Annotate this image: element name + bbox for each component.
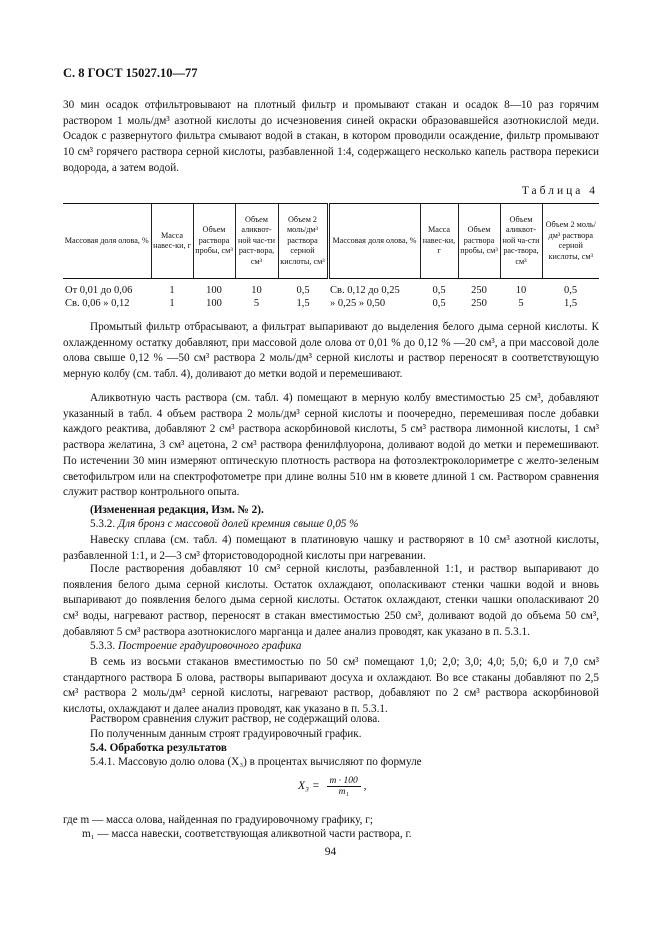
paragraph-2: Промытый фильтр отбрасывают, а фильтрат выпаривают до выделения белого дыма серной кислоты. К охлажденному остатку добавляют, при массовой доле олова от 0,01 % до 0,12 % —20 см³, а при массовой доле олова свыше 0,12 % —50 см³ раствора 2 моль/дм³ серной кислоты и раствор переносят в соответствующую мерную колбу (см. табл. 4), доливают до метки водой и перемешивают. bbox=[63, 321, 599, 381]
section-5-3-2 bbox=[90, 518, 359, 530]
amendment-note bbox=[90, 504, 264, 516]
table-cell: 5 bbox=[518, 298, 524, 309]
paragraph-9: В семь из восьми стаканов вместимостью по 50 см³ помещают 1,0; 2,0; 3,0; 4,0; 5,0; 6,0 и 7,0 см³ стандартного раствора Б олова, растворы выпаривают досуха и охлаждают. Во все стаканы добавляют по 2,5 см³ раствора 2 моль/дм³ серной кислоты, нагревают раствор, добавляют по 2 см³ раствора аскорбиновой кислоты, охлаждают и далее анализ проводят, как указано в п. 5.3.1. bbox=[63, 656, 599, 716]
formula-lhs: X₃ = bbox=[298, 780, 320, 793]
table-cell: » 0,25 » 0,50 bbox=[330, 298, 386, 309]
table-cell: 1,5 bbox=[296, 298, 310, 309]
table-cell: 100 bbox=[206, 298, 222, 309]
table-cell: 10 bbox=[515, 285, 527, 296]
table-caption: Таблица 4 bbox=[521, 185, 598, 197]
section-number: 5.3.2. bbox=[90, 518, 116, 530]
formula-x3 bbox=[298, 776, 367, 797]
formula-fraction bbox=[327, 776, 361, 797]
section-5-4-title: 5.4. Обработка результатов bbox=[90, 742, 227, 754]
table-header-row bbox=[63, 204, 599, 279]
paragraph-13: 5.4.1. Массовую долю олова (X₃) в процентах вычисляют по формуле bbox=[90, 756, 422, 768]
page-number: 94 bbox=[324, 846, 337, 858]
section-5-3-3 bbox=[90, 640, 301, 652]
paragraph-7: После растворения добавляют 10 см³ серной кислоты, разбавленной 1:1, и раствор выпаривают до появления белого дыма серной кислоты. Остаток охлаждают, ополаскивают стенки чашки водой и вновь выпаривают до появления белого дыма серной кислоты. Остаток охлаждают, стенки чашки ополаскивают 20 см³ воды, нагревают раствор, переносят в стакан вместимостью 250 см³, доливают водой до объема 50 см³, добавляют 5 см³ раствора азотнокислого марганца и далее анализ проводят, как указано в п. 5.3.1. bbox=[63, 563, 599, 638]
table-cell: 5 bbox=[253, 298, 260, 309]
table-header-cell: Масса навес-ки, г bbox=[151, 204, 193, 279]
table-cell: 250 bbox=[471, 298, 487, 309]
table-cell: 0,5 bbox=[296, 285, 310, 296]
table-header-cell: Объем 2 моль/дм³ раствора серной кислоты, см³ bbox=[278, 204, 328, 279]
where-line-1: где m — масса олова, найденная по градуировочному графику, г; bbox=[63, 814, 373, 826]
section-5-4 bbox=[90, 742, 227, 754]
formula-numerator: m · 100 bbox=[327, 776, 361, 787]
table-cell: От 0,01 до 0,06 bbox=[65, 285, 133, 296]
paragraph-3: Аликвотную часть раствора (см. табл. 4) помещают в мерную колбу вместимостью 25 см³, добавляют указанный в табл. 4 объем раствора 2 моль/дм³ серной кислоты и поочередно, перемешивая после добавки каждого реактива, добавляют 2 см³ раствора аскорбиновой кислоты, 5 см³ раствора лимонной кислоты, 1 см³ раствора желатина, 3 см³ ацетона, 2 см³ раствора фенилфлуорона, доливают водой до метки и перемешивают. По истечении 30 мин измеряют оптическую плотность раствора на фотоэлектроколориметре с желто-зеленым светофильтром или на спектрофотометре при длине волны 510 нм в кювете длиной 1 см. Раствором сравнения служит раствор контрольного опыта. bbox=[63, 392, 599, 499]
paragraph-1: 30 мин осадок отфильтровывают на плотный фильтр и промывают стакан и осадок 8—10 раз горячим раствором 1 моль/дм³ азотной кислоты до исчезновения синей окраски образовавшейся азотнокислой меди. Осадок с развернутого фильтра смывают водой в стакан, в котором проводили осаждение, фильтр промывают 10 см³ горячего раствора серной кислоты, разбавленной 1:4, содержащего несколько капель раствора перекиси водорода, а затем водой. bbox=[63, 99, 599, 174]
table-header-cell: Объем аликвот-ной час-ти раст-вора, см³ bbox=[235, 204, 278, 279]
where-line-2: m₁ — масса навески, соответствующая аликвотной части раствора, г. bbox=[82, 828, 412, 840]
table-cell: 1 bbox=[169, 298, 175, 309]
table-header-cell: Массовая доля олова, % bbox=[63, 204, 151, 279]
running-header: С. 8 ГОСТ 15027.10—77 bbox=[63, 66, 198, 80]
table-header-cell: Объем 2 моль/дм³ раствора серной кислоты, см³ bbox=[542, 204, 599, 279]
table-header-cell: Масса навес-ки, г bbox=[420, 204, 458, 279]
section-title: Построение градуировочного графика bbox=[117, 640, 302, 652]
table-cell: 0,5 bbox=[432, 298, 446, 309]
table-4 bbox=[63, 203, 599, 310]
formula-tail: , bbox=[363, 780, 367, 793]
table-cell: 1 bbox=[169, 285, 175, 296]
amendment-note-text: (Измененная редакция, Изм. № 2). bbox=[90, 504, 264, 516]
paragraph-6: Навеску сплава (см. табл. 4) помещают в платиновую чашку и растворяют в 10 см³ азотной кислоты, разбавленной 1:1, и 2—3 см³ фтористоводородной кислоты при нагревании. bbox=[63, 534, 599, 562]
table-row bbox=[63, 279, 599, 298]
table-cell: 0,5 bbox=[563, 285, 578, 296]
table-header-cell: Объем раствора пробы, см³ bbox=[193, 204, 235, 279]
table-cell: 10 bbox=[251, 285, 262, 296]
formula-denominator: m₁ bbox=[338, 787, 349, 797]
table-header-cell: Объем аликвот-ной ча-сти рас-твора, см³ bbox=[500, 204, 542, 279]
section-number: 5.3.3. bbox=[90, 640, 116, 652]
table-cell: Св. 0,12 до 0,25 bbox=[330, 285, 400, 296]
table-cell: 250 bbox=[471, 285, 487, 296]
paragraph-10: Раствором сравнения служит раствор, не содержащий олова. bbox=[90, 713, 381, 725]
section-title: Для бронз с массовой долей кремния свыше 0,05 % bbox=[117, 518, 359, 530]
table-header-cell: Объем раствора пробы, см³ bbox=[458, 204, 500, 279]
table-cell: 100 bbox=[206, 285, 222, 296]
paragraph-11: По полученным данным строят градуировочный график. bbox=[90, 728, 362, 740]
table-header-cell: Массовая доля олова, % bbox=[328, 204, 420, 279]
table-cell: 0,5 bbox=[432, 285, 446, 296]
table-row bbox=[63, 297, 599, 310]
table-cell: Св. 0,06 » 0,12 bbox=[65, 298, 130, 309]
table-cell: 1,5 bbox=[563, 298, 578, 309]
